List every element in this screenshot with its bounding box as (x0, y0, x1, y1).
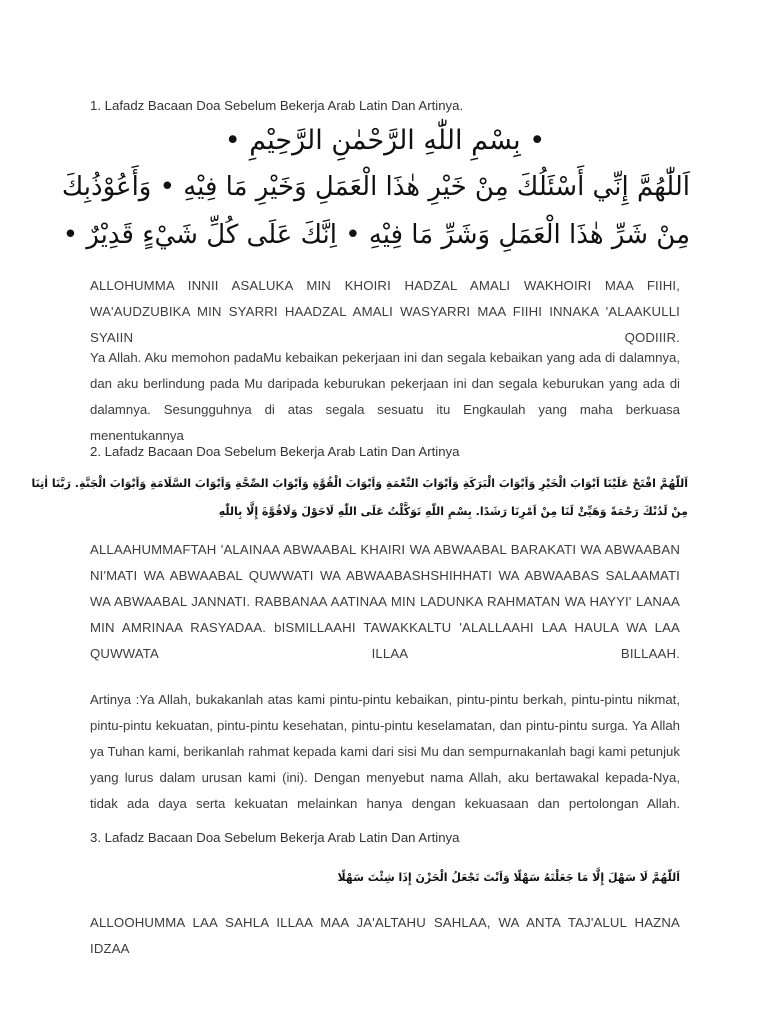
section-1-arabic-line-1: • بِسْمِ اللّٰهِ الرَّحْمٰنِ الرَّحِيْمِ • (224, 125, 546, 156)
section-2-translation: Artinya :Ya Allah, bukakanlah atas kami pintu-pintu kebaikan, pintu-pintu berkah, pintu-pintu nikmat, pintu-pintu kekuatan, pintu-pintu kesehatan, pintu-pintu keselamatan, dan pintu-pintu surga. Ya Allah ya Tuhan kami, berikanlah rahmat kepada kami dari sisi Mu dan sempurnakanlah bagi kami petunjuk yang lurus dalam urusan kami (ini). Dengan menyebut nama Allah, aku bertawakal kepada-Nya, tidak ada daya serta kekuatan melainkan hanya dengan kekuasaan dan pertolongan Allah. (90, 692, 680, 811)
section-1-arabic (61, 118, 690, 259)
section-2-arabic (31, 470, 688, 526)
section-1-arabic-line-3: مِنْ شَرِّ هٰذَا الْعَمَلِ وَشَرِّ مَا فِيْهِ • اِنَّكَ عَلَى كُلِّ شَيْءٍ قَدِيْرٌ • (62, 220, 690, 250)
section-1-arabic-line-2: اَللّٰهُمَّ إِنِّي أَسْئَلُكَ مِنْ خَيْرِ هٰذَا الْعَمَلِ وَخَيْرِ مَا فِيْهِ • وَأَعُوْذُبِكَ (61, 172, 690, 202)
section-1-heading: 1. Lafadz Bacaan Doa Sebelum Bekerja Arab Latin Dan Artinya. (90, 98, 464, 113)
section-2-arabic-line-2: مِنْ لَدُنْكَ رَحْمَةً وَهَيِّئْ لَنَا مِنْ اَمْرِنَا رَشَدًا. بِسْمِ اللّٰهِ تَوَكَّلْتُ عَلَى اللّٰهِ لَاحَوْلَ وَلَاقُوَّةَ إِلَّا بِاللّٰهِ (218, 505, 688, 518)
section-2-heading: 2. Lafadz Bacaan Doa Sebelum Bekerja Arab Latin Dan Artinya (90, 444, 460, 459)
section-3-latin: ALLOOHUMMA LAA SAHLA ILLAA MAA JA'ALTAHU SAHLAA, WA ANTA TAJ'ALUL HAZNA IDZAA (90, 915, 680, 956)
section-2-arabic-line-1: اَللّٰهُمَّ افْتَحْ عَلَيْنَا اَبْوَابَ الْخَيْرِ وَاَبْوَابَ الْبَرَكَةِ وَاَبْوَابَ النِّعْمَةِ وَاَبْوَابَ الْقُوَّةِ وَاَبْوَابَ الصِّحَّةِ وَاَبْوَابَ السَّلَامَةِ وَاَبْوَابَ الْجَنَّةِ. رَبَّنَا اٰتِنَا (31, 477, 688, 490)
section-3-arabic (250, 864, 680, 892)
section-3-heading: 3. Lafadz Bacaan Doa Sebelum Bekerja Arab Latin Dan Artinya (90, 830, 460, 845)
section-2-latin: ALLAAHUMMAFTAH 'ALAINAA ABWAABAL KHAIRI WA ABWAABAL BARAKATI WA ABWAABAN NI'MATI WA ABWAABAL QUWWATI WA ABWAABASHSHIHHATI WA ABWAABAS SALAAMATI WA ABWAABAL JANNATI. RABBANAA AATINAA MIN LADUNKA RAHMATAN WA HAYYI' LANAA MIN AMRINAA RASYADAA. bISMILLAAHI TAWAKKALTU 'ALALLAAHI LAA HAULA WA LAA QUWWATA ILLAA BILLAAH. (90, 542, 680, 661)
section-1-latin: ALLOHUMMA INNII ASALUKA MIN KHOIRI HADZAL AMALI WAKHOIRI MAA FIIHI, WA'AUDZUBIKA MIN SYARRI HAADZAL AMALI WASYARRI MAA FIIHI INNAKA 'ALAAKULLI SYAIIN QODIIIR. (90, 278, 680, 345)
section-3-arabic-line-1: اَللّٰهُمَّ لَا سَهْلَ إِلَّا مَا جَعَلْتَهُ سَهْلًا وَاَنْتَ تَجْعَلُ الْحَزْنَ إِذَا شِئْتَ سَهْلًا (337, 871, 680, 884)
section-1-translation: Ya Allah. Aku memohon padaMu kebaikan pekerjaan ini dan segala kebaikan yang ada di dalamnya, dan aku berlindung pada Mu daripada keburukan pekerjaan ini dan segala keburukan yang ada di dalamnya. Sesungguhnya di atas segala sesuatu itu Engkaulah yang maha berkuasa menentukannya (90, 350, 680, 443)
